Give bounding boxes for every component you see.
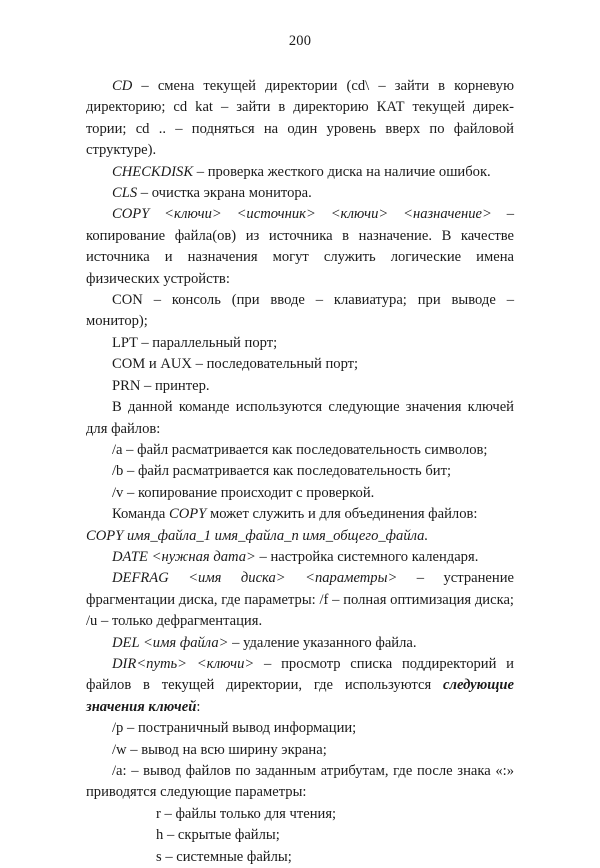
command-name-copy-inline: COPY [169,506,207,523]
paragraph-com-aux: COM и AUX – последовательный порт; [112,356,359,373]
paragraph-date [86,547,514,568]
command-name-defrag: DEFRAG [112,570,169,587]
command-name-cls: CLS [112,185,138,202]
copy-syntax-text: COPY имя_файла_1 имя_файла_n имя_общего_файла. [86,527,429,544]
paragraph-key-b: /b – файл расматривается как последовательность бит; [112,463,452,480]
paragraph-attr-h: h – скрытые файлы; [156,827,280,844]
command-name-copy: COPY [112,206,150,223]
paragraph-attr-s: s – системные файлы; [156,848,292,865]
paragraph-copy [86,204,514,290]
command-params-defrag: <имя диска> <параметры> [168,570,398,587]
paragraph-key-w: /w – вывод на всю ширину экрана; [112,741,327,758]
paragraph-defrag-text: – устранение фрагментации диска, где параметры: /f – полная оптимизация диска; /u – только дефрагментация. [86,570,514,630]
paragraph-key-p: /p – постраничный вывод информации; [112,720,357,737]
command-name-del: DEL [112,634,140,651]
paragraph-key-a: /a – файл расматривается как последовательность символов; [112,441,488,458]
paragraph-date-text: – настройка системного календаря. [255,548,479,565]
paragraph-dir [86,654,514,718]
command-params-dir: <путь> <ключи> [136,655,255,672]
command-params-date: <нужная дата> [147,548,256,565]
command-name-dir: DIR [112,655,137,672]
command-params-copy: <ключи> <источник> <ключи> <назначение> [149,206,492,223]
paragraph-checkdisk [86,162,514,183]
command-name-date: DATE [112,548,148,565]
command-name-cd: CD [112,78,133,94]
page-number: 200 [288,33,312,49]
paragraph-key-v: /v – копирование происходит с проверкой. [112,484,375,501]
paragraph-copy-syntax [86,526,514,547]
paragraph-keys-intro: В данной команде используются следующие значения ключей для файлов: [86,399,514,437]
paragraph-cd [86,76,514,162]
paragraph-defrag [86,568,514,632]
paragraph-lpt: LPT – параллельный порт; [112,334,278,351]
paragraph-cls-text: – очистка экрана монитора. [137,185,312,202]
paragraph-dir-text: – просмотр списка поддиректорий и файлов в текущей директории, где используются [86,655,514,694]
copy-join-suffix: может служить и для объединения файлов: [206,506,478,523]
paragraph-attr-r: r – файлы только для чтения; [156,805,337,822]
paragraph-dir-colon: : [196,698,201,715]
paragraph-del [86,633,514,654]
paragraph-cls [86,183,514,204]
paragraph-copy-text: – копирование файла(ов) из источника в назначение. В качестве источника и назначения могут служить логические имена физических устройств: [86,206,514,287]
paragraph-checkdisk-text: – проверка жесткого диска на наличие ошибок. [193,163,491,180]
command-params-del: <имя файла> [139,634,229,651]
paragraph-del-text: – удаление указанного файла. [228,634,417,651]
paragraph-con: CON – консоль (при вводе – клавиатура; при выводе – монитор); [86,292,514,330]
paragraph-copy-join [86,504,514,525]
paragraph-dir-emphasis: следующие значения ключей [86,677,514,715]
copy-join-prefix: Команда [112,506,169,523]
paragraph-prn: PRN – принтер. [112,377,210,394]
paragraph-cd-text: – смена текущей директории (cd\ – зайти в корневую директорию; cd kat – зайти в директорию КАТ текущей дирек-тории; cd .. – подняться на один уровень вверх по файловой структуре). [86,78,514,159]
page-body [86,76,514,868]
command-name-checkdisk: CHECKDISK [112,163,194,180]
paragraph-key-a-colon: /a: – вывод файлов по заданным атрибутам, где после знака «:» приводятся следующие параметры: [86,763,514,801]
